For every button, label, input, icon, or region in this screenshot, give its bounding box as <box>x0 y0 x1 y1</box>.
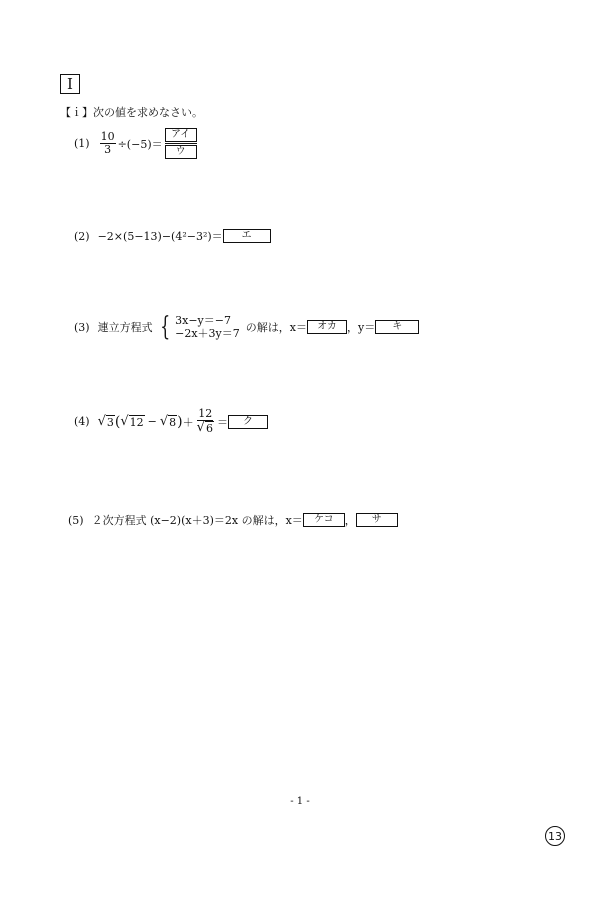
equation-2: −2x＋3y＝7 <box>175 327 240 340</box>
brace: { <box>159 312 170 342</box>
fraction <box>100 131 116 156</box>
problem-lead: 連立方程式 <box>97 321 153 334</box>
minus-sign: − <box>147 415 157 428</box>
answer-box[interactable]: ウ <box>165 145 197 159</box>
subheading: 【ｉ】次の値を求めなさい。 <box>60 106 203 119</box>
fraction <box>196 408 215 435</box>
equation-1: 3x−y＝−7 <box>175 314 231 327</box>
problem-number: (1) <box>74 137 90 150</box>
expression: ２次方程式 (x−2)(x＋3)＝2x の解は，x＝ <box>91 514 303 527</box>
fraction-bar <box>165 143 197 144</box>
answer-fraction <box>165 128 197 159</box>
fraction-numerator: 12 <box>198 407 213 420</box>
problem-number: (4) <box>74 415 90 428</box>
page-number: - 1 - <box>290 796 310 807</box>
answer-box[interactable]: ケコ <box>303 513 345 527</box>
problem-number: (5) <box>68 513 84 527</box>
problem-3 <box>74 314 419 340</box>
expression: −2×(5−13)−(4²−3²)＝ <box>97 230 223 243</box>
answer-box-x[interactable]: オカ <box>307 320 347 334</box>
answer-box-y[interactable]: キ <box>375 320 419 334</box>
expression: ÷(−5)＝ <box>117 137 163 151</box>
sqrt-term: √ 12 <box>120 413 144 429</box>
separator: ，y＝ <box>347 321 376 334</box>
problem-5 <box>68 512 398 528</box>
answer-box[interactable]: アイ <box>165 128 197 142</box>
sqrt-term: √ 3 <box>97 413 114 429</box>
separator: ， <box>344 514 356 527</box>
answer-box[interactable]: エ <box>223 229 271 243</box>
sqrt-term: √ 8 <box>159 413 177 429</box>
fraction-denominator: 3 <box>104 143 112 156</box>
problem-number: (2) <box>74 229 90 243</box>
problem-4: (4) √ 3 ( √ 12 − √ 8 ) ＋ 12 √ 6 ＝ ク <box>74 408 268 435</box>
plus-sign: ＋ <box>182 415 194 429</box>
problem-1 <box>74 128 197 159</box>
answer-box[interactable]: ク <box>228 415 268 429</box>
equals-sign: ＝ <box>216 415 228 429</box>
fraction-numerator: 10 <box>100 130 115 143</box>
fraction-denominator: √ 6 <box>196 420 213 435</box>
sheet-number-badge: 13 <box>545 826 565 846</box>
section-label: I <box>60 74 80 94</box>
problem-2 <box>74 228 271 244</box>
equation-system <box>157 314 240 340</box>
problem-number: (3) <box>74 320 90 334</box>
answer-box[interactable]: サ <box>356 513 398 527</box>
expression: の解は，x＝ <box>245 321 307 334</box>
